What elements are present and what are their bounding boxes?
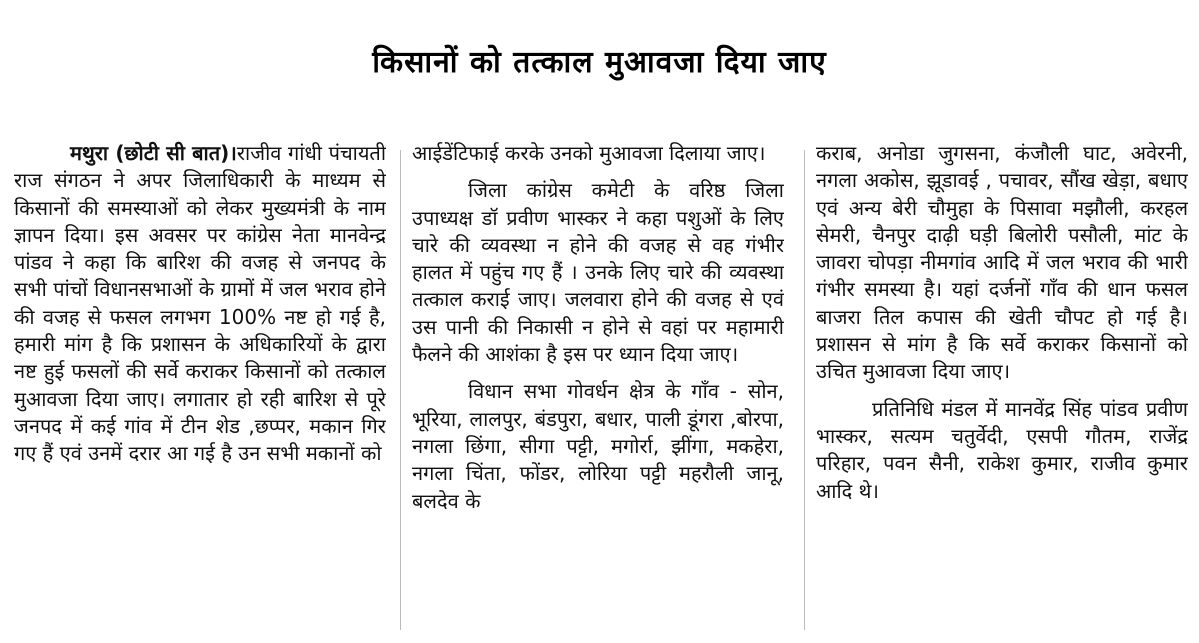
paragraph: जिला कांग्रेस कमेटी के वरिष्ठ जिला उपाध्यक्ष डॉ प्रवीण भास्कर ने कहा पशुओं के लिए चारे की व्यवस्था न होने की वजह से वह गंभीर हालत में पहुंच गए हैं । उनके लिए चारे की व्यवस्था तत्काल कराई जाए। जलवारा होने की वजह से एवं उस पानी की निकासी न होने से वहां पर महामारी फैलने की आशंका है इस पर ध्यान दिया जाए। [412,178,784,367]
headline: किसानों को तत्काल मुआवजा दिया जाए [372,45,827,80]
paragraph-text: राजीव गांधी पंचायती राज संगठन ने अपर जिलाधिकारी के माध्यम से किसानों की समस्याओं को लेकर मुख्यमंत्री के नाम ज्ञापन दिया। इस अवसर पर कांग्रेस नेता मानवेन्द्र पांडव ने कहा कि बारिश की वजह से जनपद के सभी पांचों विधानसभाओं के ग्रामों में जल भराव होने की वजह से फसल लगभग 100% नष्ट हो गई है, हमारी मांग है कि प्रशासन के अधिकारियों के द्वारा नष्ट हुई फसलों की सर्वे कराकर किसानों को तत्काल मुआवजा दिया जाए। लगातार हो रही बारिश से पूरे जनपद में कई गांव में टीन शेड ,छप्पर, मकान गिर गए हैं एवं उनमें दरार आ गई है उन सभी मकानों को [14,141,386,466]
paragraph: आईडेंटिफाई करके उनको मुआवजा दिलाया जाए। [412,141,766,165]
article-column-2 [412,140,784,643]
paragraph: विधान सभा गोवर्धन क्षेत्र के गाँव - सोन, भूरिया, लालपुर, बंडपुरा, बधार, पाली डूंगरा ,बोरपा, नगला छिंगा, सीगा पट्टी, मगोर्रा, झींगा, मकहेरा, नगला चिंता, फोंडर, लोरिया पट्टी महरौली जानू, बलदेव के [412,379,784,513]
article-column-1 [14,140,386,643]
column-divider [400,150,401,630]
paragraph: प्रतिनिधि मंडल में मानवेंद्र सिंह पांडव प्रवीण भास्कर, सत्यम चतुर्वेदी, एसपी गौतम, राजेंद्र परिहार, पवन सैनी, राकेश कुमार, राजीव कुमार आदि थे। [816,396,1188,503]
column-divider [804,150,805,630]
article-column-3 [816,140,1188,643]
paragraph: कराब, अनोडा जुगसना, कंजौली घाट, अवेरनी, नगला अकोस, झूडावई , पचावर, सौंख खेड़ा, बधाए एवं अन्य बेरी चौमुहा के पिसावा मझौली, करहल सेमरी, चैनपुर दाढ़ी घड़ी बिलोरी पसौली, मांट के जावरा चोपड़ा नीमगांव आदि में जल भराव की भारी गंभीर समस्या है। यहां दर्जनों गाँव की धान फसल बाजरा तिल कपास की खेती चौपट हो गई है। प्रशासन से मांग है कि सर्वे कराकर किसानों को उचित मुआवजा दिया जाए। [816,141,1188,384]
paragraph [14,140,386,468]
dateline: मथुरा (छोटी सी बात)। [70,141,237,165]
